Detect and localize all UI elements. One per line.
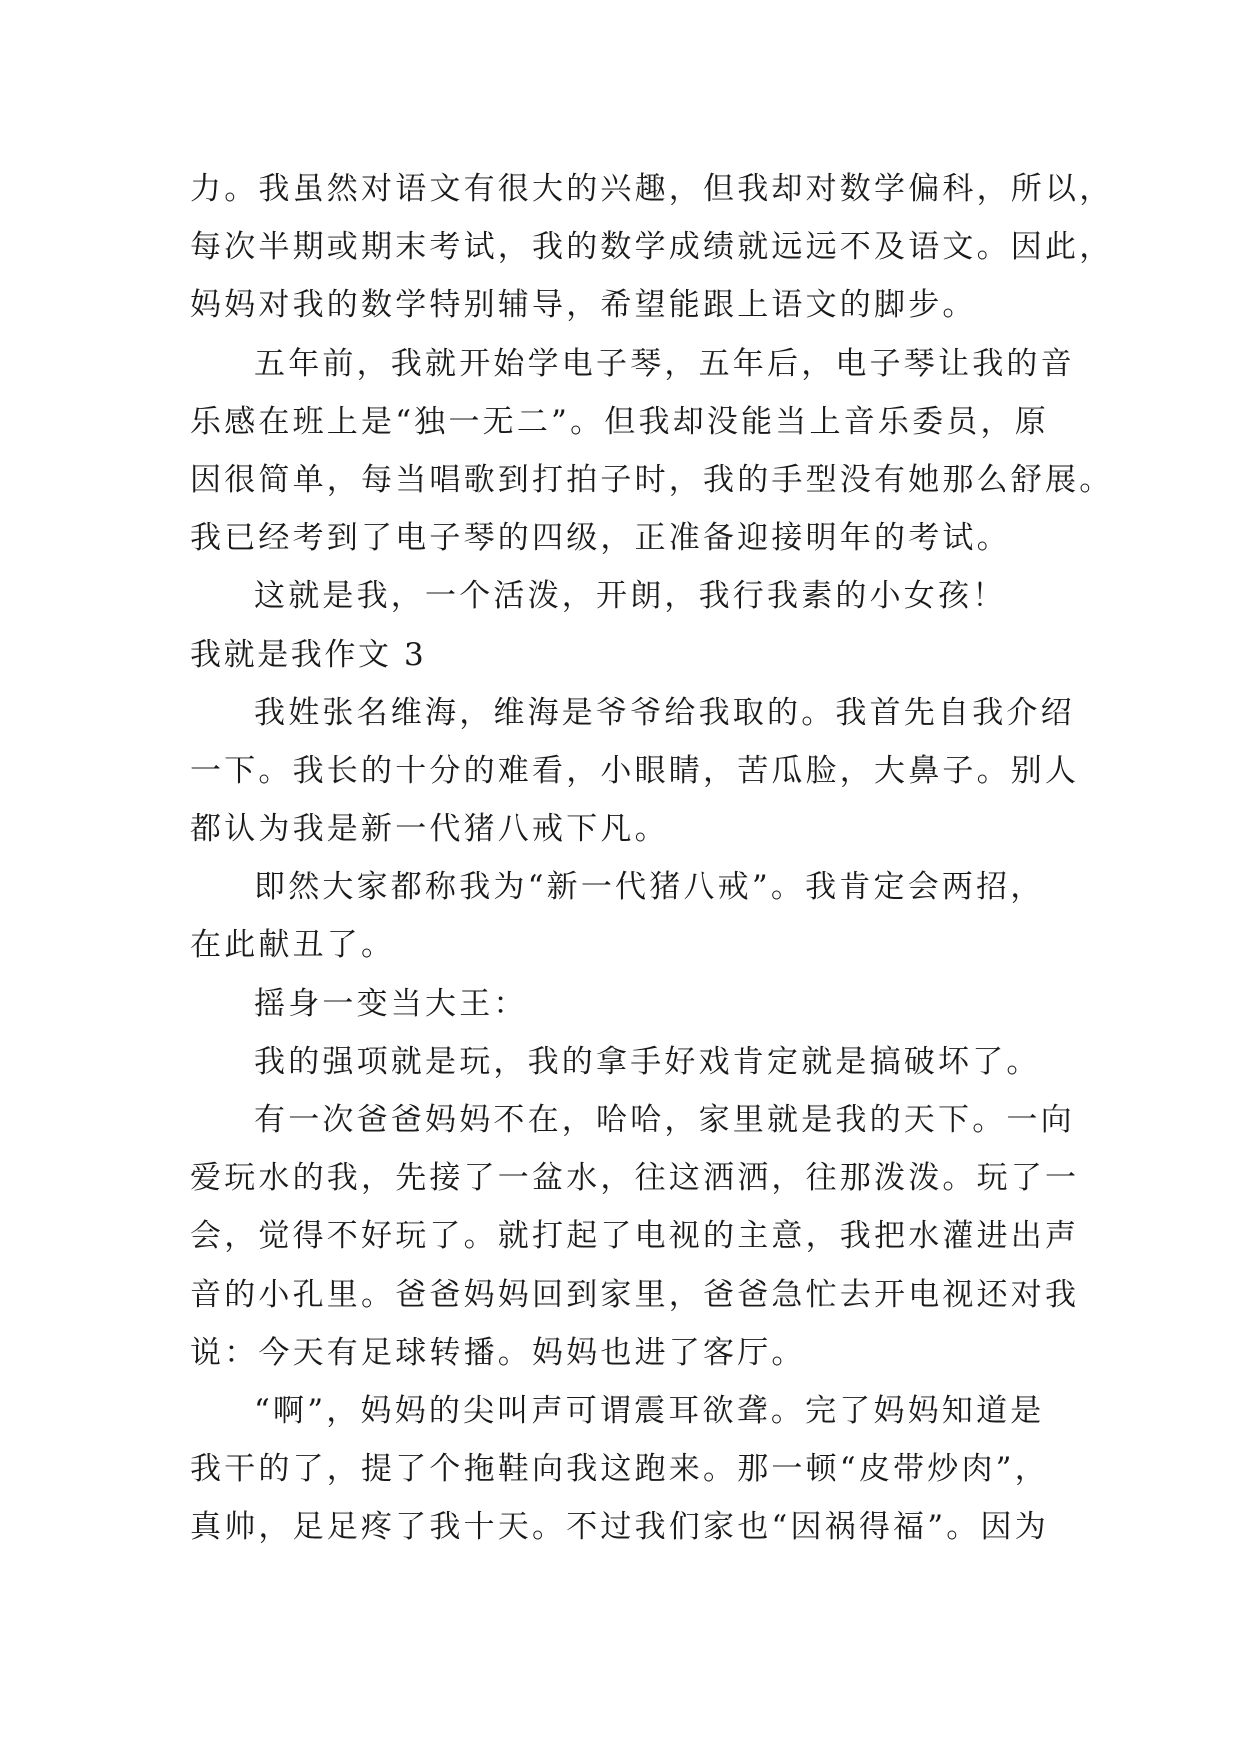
text-line: 力。我虽然对语文有很大的兴趣，但我却对数学偏科，所以， [190,171,1114,207]
text-line: 爱玩水的我，先接了一盆水，往这洒洒，往那泼泼。玩了一 [190,1160,1080,1197]
text-line: 妈妈对我的数学特别辅导，希望能跟上语文的脚步。 [190,287,977,324]
section-heading: 我就是我作文 3 [190,636,427,673]
document-page [190,160,1114,1557]
text-line: 一下。我长的十分的难看，小眼睛，苦瓜脸，大鼻子。别人 [190,752,1080,789]
text-line: 会，觉得不好玩了。就打起了电视的主意，我把水灌进出声 [190,1218,1080,1255]
paragraph-first-line: 有一次爸爸妈妈不在，哈哈，家里就是我的天下。一向 [254,1102,1075,1138]
paragraph-first-line: 五年前，我就开始学电子琴，五年后，电子琴让我的音 [254,345,1075,382]
text-line: 都认为我是新一代猪八戒下凡。 [190,811,669,848]
text-line: 每次半期或期末考试，我的数学成绩就远远不及语文。因此， [190,229,1114,266]
paragraph-first-line: 我的强项就是玩，我的拿手好戏肯定就是搞破坏了。 [254,1043,1041,1080]
text-line: 说：今天有足球转播。妈妈也进了客厅。 [190,1334,806,1371]
paragraph-first-line: 即然大家都称我为“新一代猪八戒”。我肯定会两招， [254,869,1045,906]
paragraph-first-line: 摇身一变当大王： [254,985,528,1022]
text-line: 在此献丑了。 [190,927,396,964]
text-line: 真帅，足足疼了我十天。不过我们家也“因祸得福”。因为 [190,1509,1049,1546]
text-line: 我干的了，提了个拖鞋向我这跑来。那一顿“皮带炒肉”， [190,1451,1049,1488]
text-line: 音的小孔里。爸爸妈妈回到家里，爸爸急忙去开电视还对我 [190,1276,1080,1313]
text-line: 我已经考到了电子琴的四级，正准备迎接明年的考试。 [190,520,1011,557]
paragraph-first-line: “啊”，妈妈的尖叫声可谓震耳欲聋。完了妈妈知道是 [254,1392,1045,1429]
paragraph-first-line: 我姓张名维海，维海是爷爷给我取的。我首先自我介绍 [254,694,1075,731]
text-line: 因很简单，每当唱歌到打拍子时，我的手型没有她那么舒展。 [190,461,1114,498]
paragraph-first-line: 这就是我，一个活泼，开朗，我行我素的小女孩！ [254,578,1007,615]
text-line: 乐感在班上是“独一无二”。但我却没能当上音乐委员，原 [190,403,1049,440]
